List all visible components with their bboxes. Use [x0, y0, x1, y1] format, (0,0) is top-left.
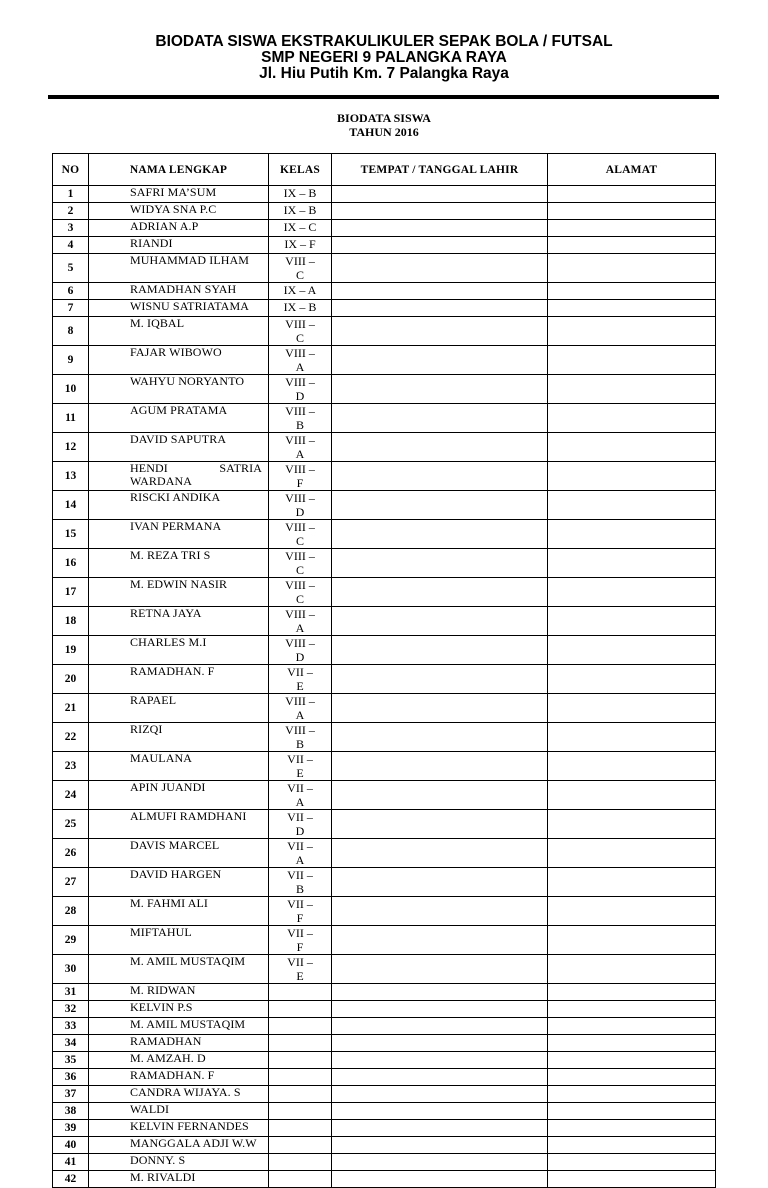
table-row: [53, 955, 716, 984]
table-row: [53, 254, 716, 283]
address-cell: [548, 520, 716, 549]
row-number: 37: [53, 1086, 89, 1103]
row-number: 16: [53, 549, 89, 578]
student-name: M. RIDWAN: [89, 984, 269, 1001]
table-row: [53, 375, 716, 404]
header-school: SMP NEGERI 9 PALANGKA RAYA: [261, 49, 507, 66]
address-cell: [548, 1035, 716, 1052]
student-class: IX – F: [269, 237, 332, 254]
student-class: VIII – D: [269, 375, 332, 404]
birth-place-date-cell: [332, 549, 548, 578]
table-row: [53, 636, 716, 665]
table-row: [53, 346, 716, 375]
student-class: VII – F: [269, 897, 332, 926]
table-header-row: [53, 154, 716, 186]
birth-place-date-cell: [332, 1137, 548, 1154]
student-name: ALMUFI RAMDHANI: [89, 810, 269, 839]
address-cell: [548, 810, 716, 839]
student-class: [269, 1154, 332, 1171]
row-number: 35: [53, 1052, 89, 1069]
student-name: RISCKI ANDIKA: [89, 491, 269, 520]
student-name: M. REZA TRI S: [89, 549, 269, 578]
address-cell: [548, 1103, 716, 1120]
address-cell: [548, 237, 716, 254]
student-class: IX – B: [269, 300, 332, 317]
row-number: 14: [53, 491, 89, 520]
row-number: 27: [53, 868, 89, 897]
table-row: [53, 462, 716, 491]
birth-place-date-cell: [332, 433, 548, 462]
student-class: [269, 1086, 332, 1103]
student-name: M. RIVALDI: [89, 1171, 269, 1188]
student-name: DAVID SAPUTRA: [89, 433, 269, 462]
student-name: AGUM PRATAMA: [89, 404, 269, 433]
student-class: IX – B: [269, 186, 332, 203]
address-cell: [548, 955, 716, 984]
student-name: HENDI SATRIA WARDANA: [89, 462, 269, 491]
address-cell: [548, 203, 716, 220]
student-name: MIFTAHUL: [89, 926, 269, 955]
student-name: RETNA JAYA: [89, 607, 269, 636]
student-class: [269, 1069, 332, 1086]
birth-place-date-cell: [332, 839, 548, 868]
student-class: [269, 1103, 332, 1120]
student-name: ADRIAN A.P: [89, 220, 269, 237]
row-number: 32: [53, 1001, 89, 1018]
address-cell: [548, 868, 716, 897]
birth-place-date-cell: [332, 220, 548, 237]
student-name: APIN JUANDI: [89, 781, 269, 810]
table-row: [53, 1086, 716, 1103]
row-number: 28: [53, 897, 89, 926]
birth-place-date-cell: [332, 810, 548, 839]
subtitle-year: TAHUN 2016: [349, 125, 419, 139]
student-name: DAVIS MARCEL: [89, 839, 269, 868]
row-number: 21: [53, 694, 89, 723]
table-row: [53, 237, 716, 254]
birth-place-date-cell: [332, 955, 548, 984]
row-number: 15: [53, 520, 89, 549]
table-row: [53, 694, 716, 723]
birth-place-date-cell: [332, 254, 548, 283]
student-class: VII – A: [269, 781, 332, 810]
birth-place-date-cell: [332, 752, 548, 781]
student-class: VII – A: [269, 839, 332, 868]
address-cell: [548, 752, 716, 781]
address-cell: [548, 1137, 716, 1154]
student-class: VII – B: [269, 868, 332, 897]
address-cell: [548, 1001, 716, 1018]
address-cell: [548, 723, 716, 752]
address-cell: [548, 491, 716, 520]
birth-place-date-cell: [332, 897, 548, 926]
row-number: 4: [53, 237, 89, 254]
birth-place-date-cell: [332, 665, 548, 694]
birth-place-date-cell: [332, 781, 548, 810]
address-cell: [548, 984, 716, 1001]
address-cell: [548, 433, 716, 462]
address-cell: [548, 404, 716, 433]
student-class: VIII – F: [269, 462, 332, 491]
table-row: [53, 404, 716, 433]
table-row: [53, 283, 716, 300]
table-row: [53, 868, 716, 897]
table-row: [53, 491, 716, 520]
table-row: [53, 752, 716, 781]
student-class: VIII – C: [269, 549, 332, 578]
student-name: M. IQBAL: [89, 317, 269, 346]
student-class: [269, 1018, 332, 1035]
address-cell: [548, 897, 716, 926]
table-row: [53, 1154, 716, 1171]
table-row: [53, 665, 716, 694]
row-number: 34: [53, 1035, 89, 1052]
student-name: MAULANA: [89, 752, 269, 781]
table-row: [53, 578, 716, 607]
student-class: VIII – A: [269, 433, 332, 462]
table-row: [53, 1120, 716, 1137]
address-cell: [548, 839, 716, 868]
student-class: IX – C: [269, 220, 332, 237]
birth-place-date-cell: [332, 1103, 548, 1120]
row-number: 42: [53, 1171, 89, 1188]
birth-place-date-cell: [332, 462, 548, 491]
column-header-no: NO: [53, 154, 89, 186]
row-number: 22: [53, 723, 89, 752]
student-name: DAVID HARGEN: [89, 868, 269, 897]
subtitle-title: BIODATA SISWA: [337, 111, 431, 125]
row-number: 6: [53, 283, 89, 300]
student-class: VIII – A: [269, 694, 332, 723]
student-name: M. EDWIN NASIR: [89, 578, 269, 607]
birth-place-date-cell: [332, 1069, 548, 1086]
student-class: VIII – C: [269, 254, 332, 283]
student-class: [269, 1035, 332, 1052]
address-cell: [548, 254, 716, 283]
birth-place-date-cell: [332, 346, 548, 375]
row-number: 19: [53, 636, 89, 665]
student-class: VIII – C: [269, 578, 332, 607]
student-class: VIII – B: [269, 723, 332, 752]
row-number: 7: [53, 300, 89, 317]
row-number: 39: [53, 1120, 89, 1137]
table-row: [53, 1137, 716, 1154]
row-number: 10: [53, 375, 89, 404]
row-number: 11: [53, 404, 89, 433]
birth-place-date-cell: [332, 203, 548, 220]
student-class: IX – B: [269, 203, 332, 220]
table-row: [53, 1069, 716, 1086]
birth-place-date-cell: [332, 237, 548, 254]
student-class: VII – E: [269, 752, 332, 781]
column-header-class: KELAS: [269, 154, 332, 186]
address-cell: [548, 665, 716, 694]
column-header-address: ALAMAT: [548, 154, 716, 186]
birth-place-date-cell: [332, 1171, 548, 1188]
student-name: RAMADHAN. F: [89, 665, 269, 694]
birth-place-date-cell: [332, 520, 548, 549]
row-number: 41: [53, 1154, 89, 1171]
student-name: RAMADHAN SYAH: [89, 283, 269, 300]
birth-place-date-cell: [332, 578, 548, 607]
row-number: 20: [53, 665, 89, 694]
row-number: 17: [53, 578, 89, 607]
birth-place-date-cell: [332, 1035, 548, 1052]
address-cell: [548, 549, 716, 578]
student-name: MANGGALA ADJI W.W: [89, 1137, 269, 1154]
address-cell: [548, 578, 716, 607]
address-cell: [548, 220, 716, 237]
birth-place-date-cell: [332, 1154, 548, 1171]
table-row: [53, 317, 716, 346]
birth-place-date-cell: [332, 1086, 548, 1103]
student-name: KELVIN FERNANDES: [89, 1120, 269, 1137]
student-name: CHARLES M.I: [89, 636, 269, 665]
student-name: MUHAMMAD ILHAM: [89, 254, 269, 283]
birth-place-date-cell: [332, 404, 548, 433]
student-class: [269, 1001, 332, 1018]
student-name: RIZQI: [89, 723, 269, 752]
table-row: [53, 433, 716, 462]
column-header-birth: TEMPAT / TANGGAL LAHIR: [332, 154, 548, 186]
student-class: [269, 984, 332, 1001]
student-name: DONNY. S: [89, 1154, 269, 1171]
student-class: VIII – C: [269, 317, 332, 346]
table-row: [53, 1052, 716, 1069]
row-number: 9: [53, 346, 89, 375]
birth-place-date-cell: [332, 375, 548, 404]
birth-place-date-cell: [332, 283, 548, 300]
row-number: 31: [53, 984, 89, 1001]
student-class: VIII – D: [269, 636, 332, 665]
student-class: VII – E: [269, 955, 332, 984]
row-number: 13: [53, 462, 89, 491]
birth-place-date-cell: [332, 868, 548, 897]
row-number: 1: [53, 186, 89, 203]
row-number: 36: [53, 1069, 89, 1086]
table-row: [53, 203, 716, 220]
address-cell: [548, 1154, 716, 1171]
document-subtitle: [0, 111, 768, 139]
address-cell: [548, 317, 716, 346]
birth-place-date-cell: [332, 984, 548, 1001]
student-class: VII – E: [269, 665, 332, 694]
birth-place-date-cell: [332, 607, 548, 636]
row-number: 5: [53, 254, 89, 283]
birth-place-date-cell: [332, 1018, 548, 1035]
row-number: 25: [53, 810, 89, 839]
student-class: [269, 1120, 332, 1137]
address-cell: [548, 1018, 716, 1035]
table-row: [53, 520, 716, 549]
table-row: [53, 549, 716, 578]
student-name: M. AMIL MUSTAQIM: [89, 955, 269, 984]
address-cell: [548, 283, 716, 300]
student-class: VII – F: [269, 926, 332, 955]
student-class: VIII – B: [269, 404, 332, 433]
row-number: 33: [53, 1018, 89, 1035]
row-number: 38: [53, 1103, 89, 1120]
student-name: M. AMZAH. D: [89, 1052, 269, 1069]
student-class: [269, 1171, 332, 1188]
birth-place-date-cell: [332, 1052, 548, 1069]
student-name: RIANDI: [89, 237, 269, 254]
row-number: 3: [53, 220, 89, 237]
birth-place-date-cell: [332, 1001, 548, 1018]
address-cell: [548, 462, 716, 491]
student-table: [52, 153, 716, 1188]
student-name: SAFRI MA’SUM: [89, 186, 269, 203]
birth-place-date-cell: [332, 186, 548, 203]
address-cell: [548, 607, 716, 636]
student-class: [269, 1137, 332, 1154]
student-class: IX – A: [269, 283, 332, 300]
table-row: [53, 926, 716, 955]
birth-place-date-cell: [332, 491, 548, 520]
address-cell: [548, 1171, 716, 1188]
address-cell: [548, 186, 716, 203]
student-name: M. FAHMI ALI: [89, 897, 269, 926]
birth-place-date-cell: [332, 723, 548, 752]
student-class: VIII – A: [269, 607, 332, 636]
student-name: FAJAR WIBOWO: [89, 346, 269, 375]
student-class: VIII – A: [269, 346, 332, 375]
row-number: 18: [53, 607, 89, 636]
birth-place-date-cell: [332, 636, 548, 665]
address-cell: [548, 926, 716, 955]
table-row: [53, 607, 716, 636]
address-cell: [548, 346, 716, 375]
address-cell: [548, 1052, 716, 1069]
table-row: [53, 839, 716, 868]
birth-place-date-cell: [332, 317, 548, 346]
table-row: [53, 1103, 716, 1120]
student-name: WALDI: [89, 1103, 269, 1120]
table-row: [53, 897, 716, 926]
student-name: WAHYU NORYANTO: [89, 375, 269, 404]
address-cell: [548, 375, 716, 404]
row-number: 2: [53, 203, 89, 220]
address-cell: [548, 300, 716, 317]
birth-place-date-cell: [332, 926, 548, 955]
student-name: IVAN PERMANA: [89, 520, 269, 549]
header-divider: [48, 95, 719, 99]
row-number: 26: [53, 839, 89, 868]
student-class: [269, 1052, 332, 1069]
student-name: CANDRA WIJAYA. S: [89, 1086, 269, 1103]
table-row: [53, 186, 716, 203]
address-cell: [548, 1086, 716, 1103]
row-number: 8: [53, 317, 89, 346]
header-title: BIODATA SISWA EKSTRAKULIKULER SEPAK BOLA / FUTSAL: [155, 33, 613, 50]
address-cell: [548, 636, 716, 665]
table-row: [53, 1171, 716, 1188]
table-row: [53, 1035, 716, 1052]
row-number: 29: [53, 926, 89, 955]
table-row: [53, 723, 716, 752]
table-row: [53, 810, 716, 839]
birth-place-date-cell: [332, 694, 548, 723]
student-class: VII – D: [269, 810, 332, 839]
address-cell: [548, 694, 716, 723]
address-cell: [548, 1120, 716, 1137]
student-name: WIDYA SNA P.C: [89, 203, 269, 220]
table-body: [53, 186, 716, 1188]
row-number: 24: [53, 781, 89, 810]
table-row: [53, 781, 716, 810]
row-number: 30: [53, 955, 89, 984]
table-row: [53, 1018, 716, 1035]
table-row: [53, 220, 716, 237]
row-number: 40: [53, 1137, 89, 1154]
row-number: 12: [53, 433, 89, 462]
table-row: [53, 300, 716, 317]
address-cell: [548, 1069, 716, 1086]
column-header-name: NAMA LENGKAP: [89, 154, 269, 186]
student-name: RAPAEL: [89, 694, 269, 723]
student-name: M. AMIL MUSTAQIM: [89, 1018, 269, 1035]
document-header: [0, 34, 768, 82]
student-name: RAMADHAN: [89, 1035, 269, 1052]
birth-place-date-cell: [332, 300, 548, 317]
header-address: Jl. Hiu Putih Km. 7 Palangka Raya: [259, 65, 509, 82]
student-name: RAMADHAN. F: [89, 1069, 269, 1086]
row-number: 23: [53, 752, 89, 781]
student-class: VIII – D: [269, 491, 332, 520]
student-name: WISNU SATRIATAMA: [89, 300, 269, 317]
address-cell: [548, 781, 716, 810]
birth-place-date-cell: [332, 1120, 548, 1137]
table-row: [53, 984, 716, 1001]
student-name: KELVIN P.S: [89, 1001, 269, 1018]
student-class: VIII – C: [269, 520, 332, 549]
table-row: [53, 1001, 716, 1018]
